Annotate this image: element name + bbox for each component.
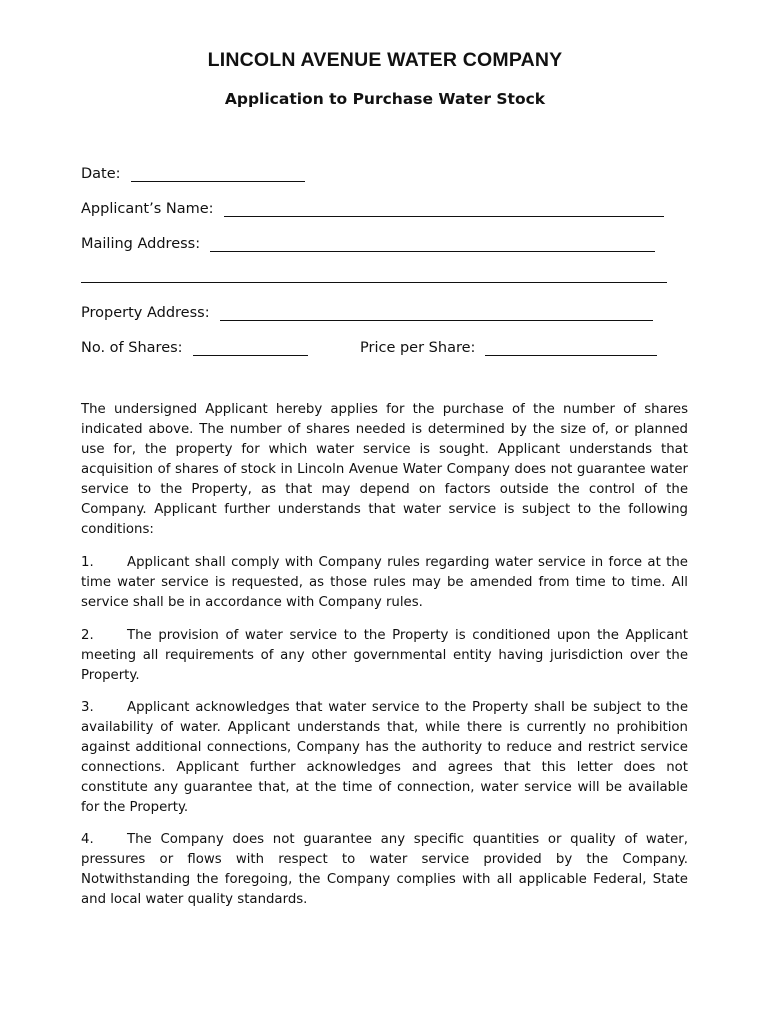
company-name: LINCOLN AVENUE WATER COMPANY [207, 49, 563, 71]
date-field [81, 160, 305, 182]
condition-1-text: Applicant shall comply with Company rules regarding water service in force at the time water service is requested, as those rules may be amended from time to time. All service shall be in accordance with Company rules. [81, 555, 688, 610]
property-address-label: Property Address: [81, 305, 210, 321]
applicant-name-input-line[interactable] [224, 198, 664, 217]
condition-3-text: Applicant acknowledges that water service to the Property shall be subject to the availability of water. Applicant understands that, while there is currently no prohibition against additional connections, Company has the authority to reduce and restrict service connections. Applicant further acknowledges and agrees that this letter does not constitute any guarantee that, at the time of connection, water service will be available for the Property. [81, 700, 688, 815]
condition-4 [81, 830, 688, 910]
condition-2 [81, 626, 688, 686]
condition-1 [81, 553, 688, 613]
applicant-name-field [81, 195, 664, 217]
date-label: Date: [81, 166, 121, 182]
applicant-name-label: Applicant’s Name: [81, 201, 214, 217]
shares-label: No. of Shares: [81, 340, 183, 356]
condition-3-number: 3. [81, 700, 94, 715]
condition-2-text: The provision of water service to the Property is conditioned upon the Applicant meeting all requirements of any other governmental entity having jurisdiction over the Property. [81, 628, 688, 683]
mailing-address-label: Mailing Address: [81, 236, 201, 252]
condition-2-number: 2. [81, 628, 94, 643]
mailing-address-field [81, 230, 655, 252]
condition-4-text: The Company does not guarantee any specific quantities or quality of water, pressures or flows with respect to water service provided by the Company. Notwithstanding the foregoing, the Company complies with all applicable Federal, State and local water quality standards. [81, 832, 688, 907]
date-input-line[interactable] [131, 163, 305, 182]
shares-input-line[interactable] [193, 337, 308, 356]
shares-field [81, 334, 308, 356]
condition-3 [81, 698, 688, 818]
condition-1-number: 1. [81, 555, 94, 570]
mailing-address-second-line[interactable] [81, 282, 667, 283]
property-address-field [81, 299, 653, 321]
intro-paragraph: The undersigned Applicant hereby applies for the purchase of the number of shares indicated above. The number of shares needed is determined by the size of, or planned use for, the property for which water service is sought. Applicant understands that acquisition of shares of stock in Lincoln Avenue Water Company does not guarantee water service to the Property, as that may depend on factors outside the control of the Company. Applicant further understands that water service is subject to the following conditions: [81, 402, 688, 537]
price-label: Price per Share: [360, 340, 476, 356]
price-input-line[interactable] [485, 337, 657, 356]
price-field [360, 334, 657, 356]
mailing-address-input-line[interactable] [210, 233, 655, 252]
condition-4-number: 4. [81, 832, 94, 847]
property-address-input-line[interactable] [220, 302, 653, 321]
form-title: Application to Purchase Water Stock [224, 90, 546, 108]
